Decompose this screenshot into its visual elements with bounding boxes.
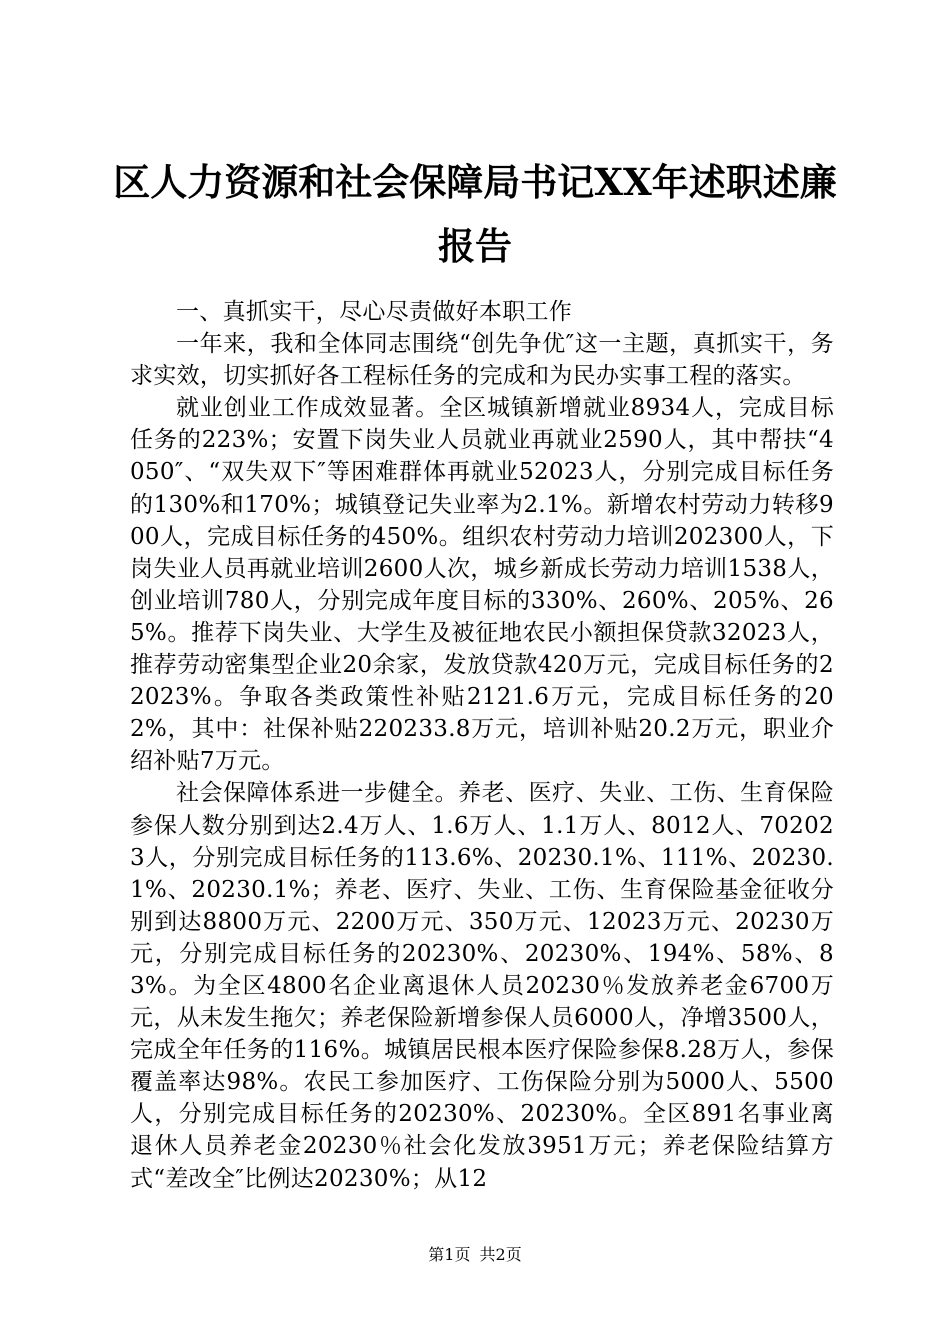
document-title: 区人力资源和社会保障局书记XX年述职述廉报告 [113,160,837,268]
page-total: 共2页 [479,1245,522,1264]
page-number: 第1页 [428,1245,471,1264]
paragraph-intro: 一年来，我和全体同志围绕“创先争优″这一主题，真抓实干，务求实效，切实抓好各工程标任务的完成和为民办实事工程的落实。 [130,331,834,390]
page-footer [0,1245,950,1265]
document-body [130,296,834,1195]
paragraph-employment: 就业创业工作成效显著。全区城镇新增就业8934人，完成目标任务的223%；安置下岗失业人员就业再就业2590人，其中帮扶“4050″、“双失双下″等困难群体再就业52023人，分别完成目标任务的130%和170%；城镇登记失业率为2.1%。新增农村劳动力转移900人，完成目标任务的450%。组织农村劳动力培训202300人，下岗失业人员再就业培训2600人次，城乡新成长劳动力培训1538人，创业培训780人，分别完成年度目标的330%、260%、205%、265%。推荐下岗失业、大学生及被征地农民小额担保贷款32023人，推荐劳动密集型企业20余家，发放贷款420万元，完成目标任务的22023%。争取各类政策性补贴2121.6万元，完成目标任务的202%，其中：社保补贴220233.8万元，培训补贴20.2万元，职业介绍补贴7万元。 [130,395,834,775]
paragraph-social-security: 社会保障体系进一步健全。养老、医疗、失业、工伤、生育保险参保人数分别到达2.4万人、1.6万人、1.1万人、8012人、702023人，分别完成目标任务的113.6%、20230.1%、111%、20230.1%、20230.1%；养老、医疗、失业、工伤、生育保险基金征收分别到达8800万元、2200万元、350万元、12023万元、20230万元，分别完成目标任务的20230%、20230%、194%、58%、83%。为全区4800名企业离退休人员20230％发放养老金6700万元，从未发生拖欠；养老保险新增参保人员6000人，净增3500人，完成全年任务的116%。城镇居民根本医疗保险参保8.28万人，参保覆盖率达98%。农民工参加医疗、工伤保险分别为5000人、5500人，分别完成目标任务的20230%、20230%。全区891名事业离退休人员养老金20230％社会化发放3951万元；养老保险结算方式“差改全″比例达20230%；从12 [130,780,834,1192]
section-heading: 一、真抓实干，尽心尽责做好本职工作 [176,299,573,325]
